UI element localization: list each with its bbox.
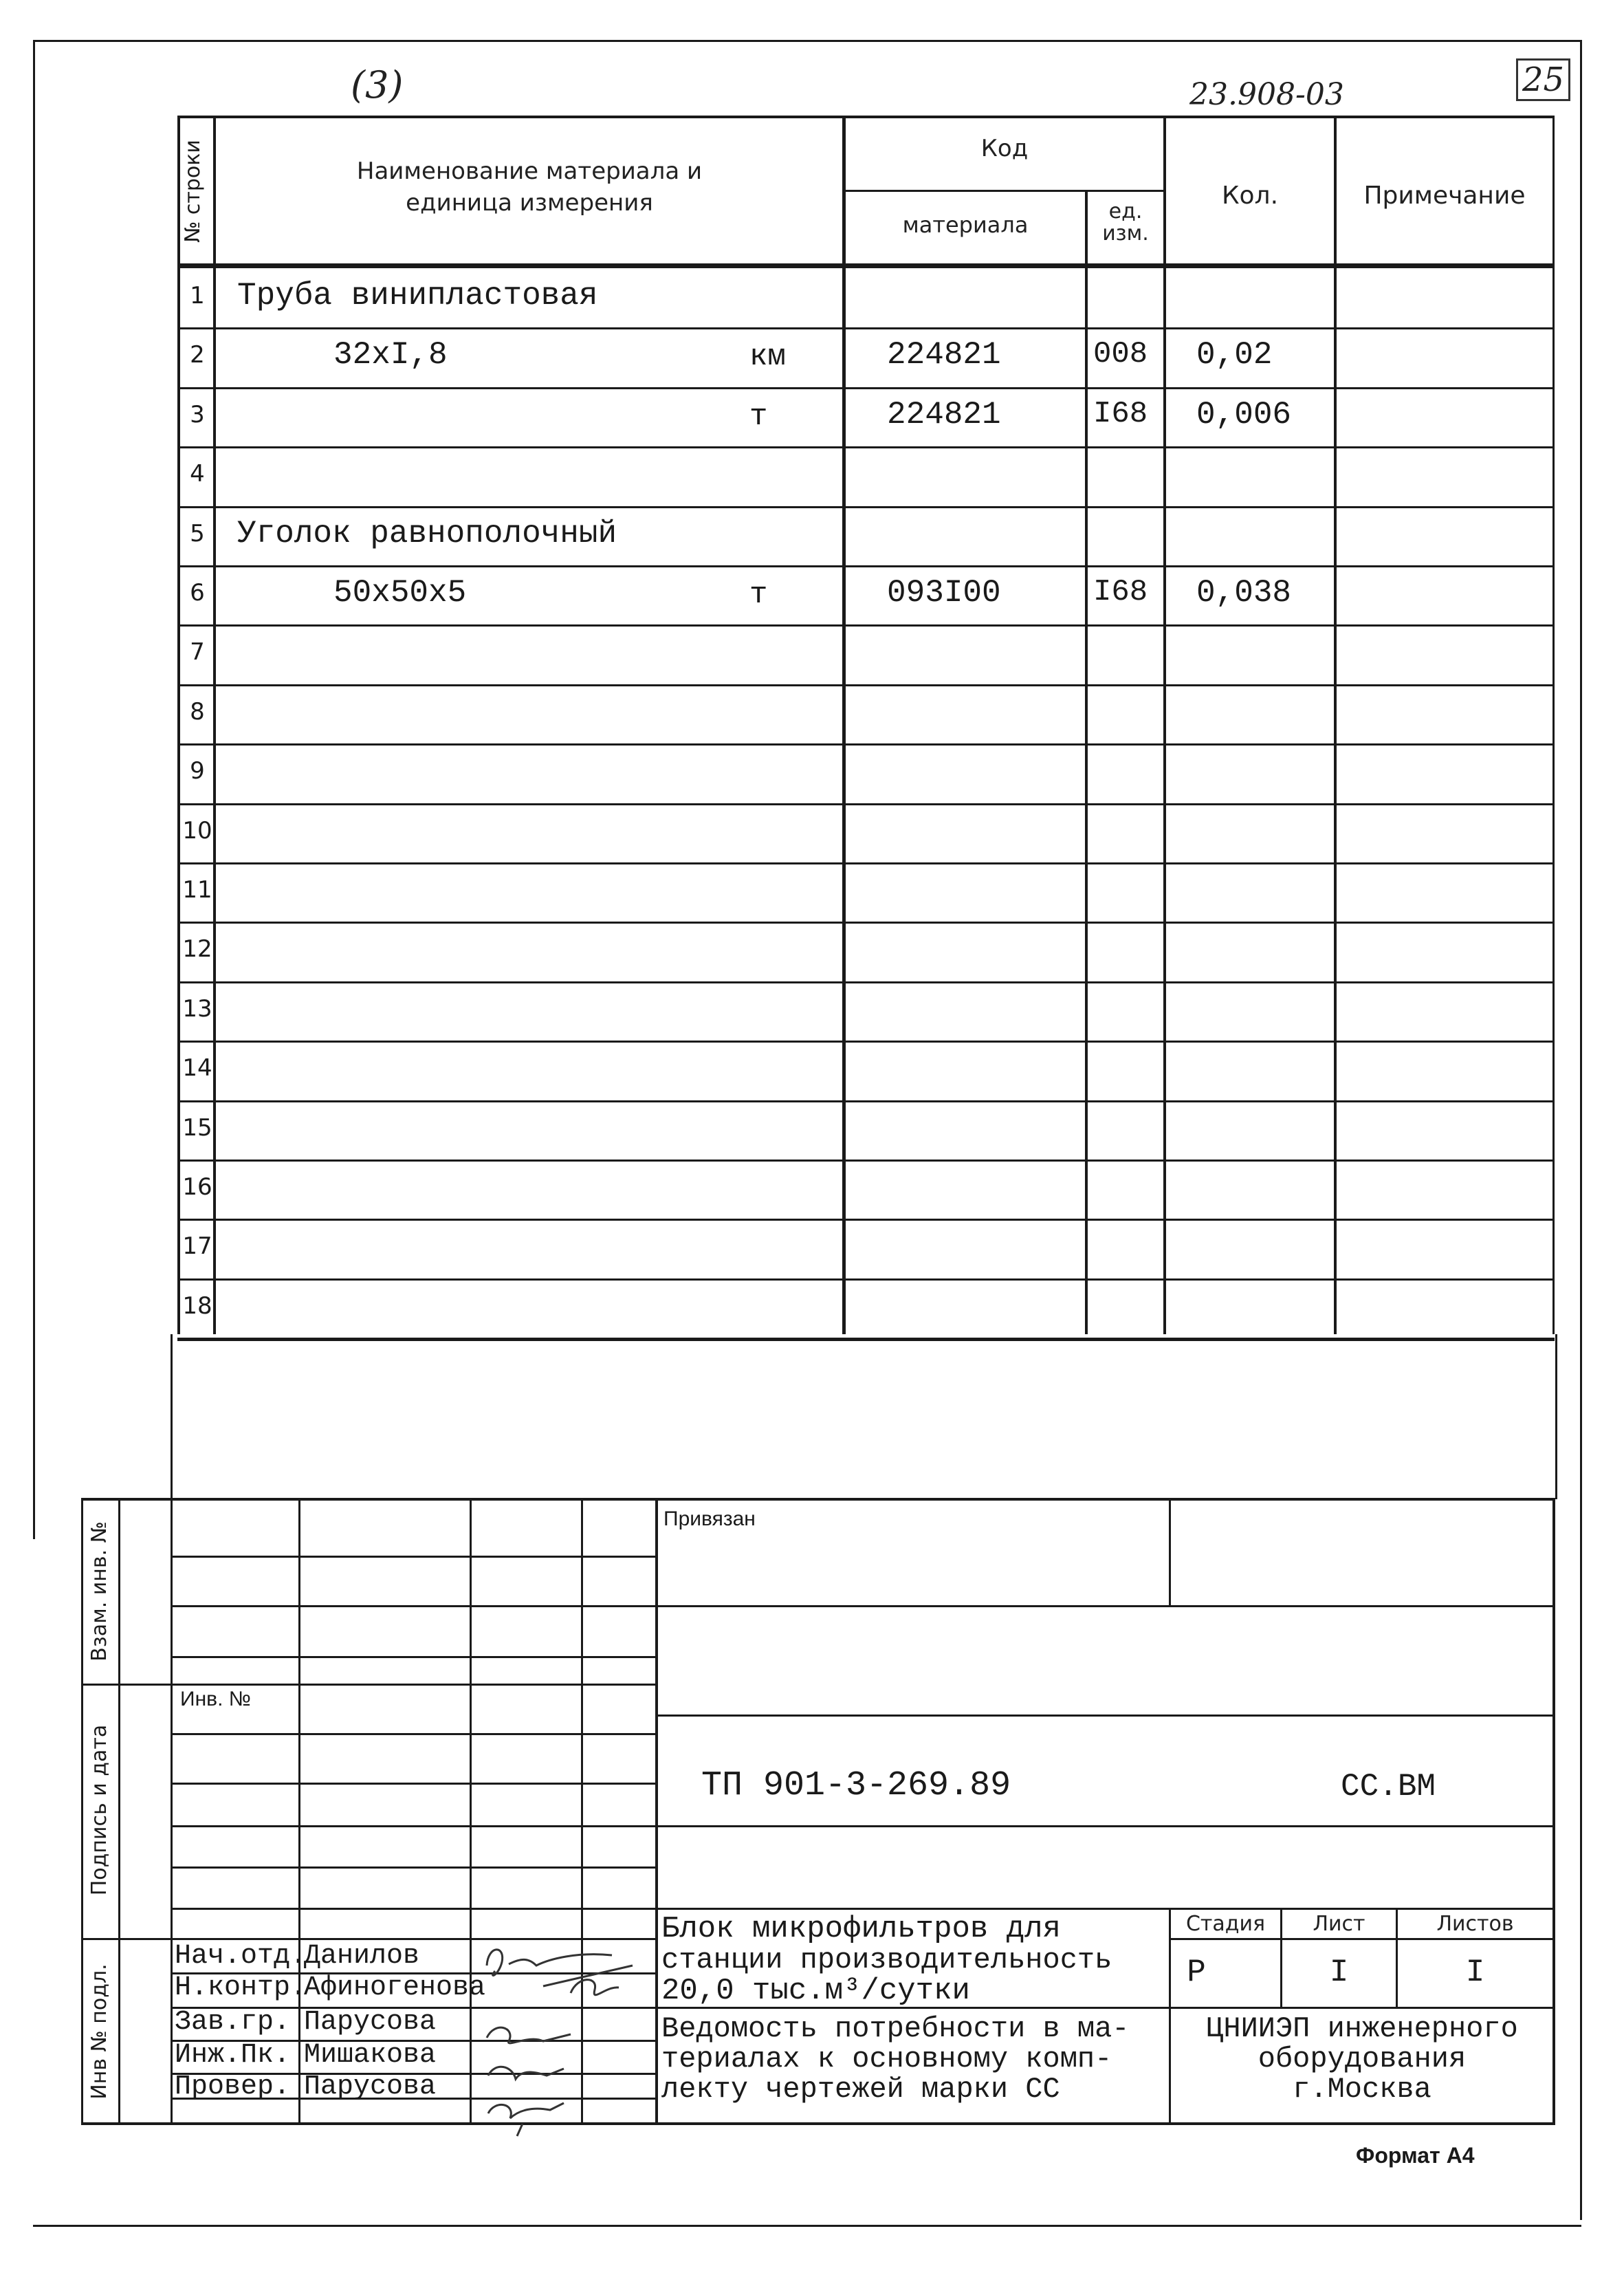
signature-5 (488, 2103, 564, 2136)
signatory-name: Мишакова (304, 2040, 437, 2071)
doc-title-line-1: Ведомость потребности в ма- (661, 2012, 1130, 2045)
material-name: Уголок равнополочный (237, 516, 617, 552)
col-code-header: Код (980, 135, 1029, 162)
material-name: 50x50x5 (333, 575, 467, 611)
stage-value: Р (1187, 1955, 1206, 1990)
signatory-role: Инж.Пк. (175, 2040, 291, 2071)
stage-label: Стадия (1185, 1912, 1266, 1936)
side-strip-left (81, 1499, 83, 2125)
row-number: 8 (190, 698, 205, 726)
signature-1 (487, 1950, 612, 1976)
tb-r-h4 (655, 1908, 1555, 1910)
format-label: Формат А4 (1356, 2143, 1475, 2168)
col-note-header: Примечание (1363, 182, 1526, 210)
row-number: 13 (182, 995, 212, 1023)
tb-top (81, 1498, 1555, 1501)
unit-code: I68 (1093, 397, 1148, 431)
tb-r-h1 (655, 1605, 1555, 1607)
row-number: 10 (182, 817, 212, 845)
material-code: 224821 (887, 397, 1001, 433)
doc-title-line-3: лекту чертежей марки СС (661, 2073, 1060, 2106)
sheet-value: I (1329, 1955, 1349, 1990)
table-code-sub (842, 190, 1165, 192)
table-row (0, 862, 1624, 922)
side-strip-inner (118, 1499, 120, 2125)
sheets-label: Листов (1436, 1912, 1514, 1936)
tb-r-h2 (655, 1715, 1555, 1717)
row-number: 4 (190, 460, 205, 488)
tb-left-row-line (171, 1684, 656, 1686)
table-row (0, 1278, 1624, 1338)
signatory-name: Парусова (304, 2007, 437, 2038)
table-row (0, 387, 1624, 446)
signatures-image (468, 1938, 674, 2137)
material-code: 224821 (887, 337, 1001, 373)
row-number: 16 (182, 1173, 212, 1201)
doc-mark: СС.ВМ (1341, 1769, 1436, 1805)
title-line-3: 20,0 тыс.м³/сутки (661, 1974, 970, 2008)
row-number: 3 (190, 401, 205, 428)
unit-code: I68 (1093, 575, 1148, 609)
tb-r-h3 (655, 1825, 1555, 1827)
tb-bottom (81, 2122, 1555, 2125)
tb-left-row-line (171, 1656, 656, 1658)
org-line-3: г.Москва (1293, 2073, 1431, 2106)
side-label-inv-podl: Инв № подл. (87, 1963, 111, 2100)
quantity: 0,038 (1196, 575, 1292, 611)
table-row (0, 506, 1624, 565)
table-row (0, 684, 1624, 743)
tb-left-row-line (171, 1733, 656, 1735)
table-row (0, 446, 1624, 505)
tb-left-row-line (171, 1605, 656, 1607)
signatory-role: Нач.отд. (175, 1941, 307, 1972)
unit: км (749, 340, 786, 374)
tb-left-row-line (171, 1866, 656, 1869)
row-number: 1 (190, 282, 205, 309)
table-row (0, 1219, 1624, 1278)
table-row-line (177, 1338, 1555, 1341)
signatory-name: Афиногенова (304, 1972, 486, 2003)
tb-left (171, 1498, 173, 2124)
row-number: 9 (190, 757, 205, 785)
table-row (0, 1100, 1624, 1160)
material-code: 093I00 (887, 575, 1001, 611)
sheet-mark: (3) (351, 63, 404, 107)
tb-r-h5 (1169, 1938, 1555, 1940)
frame-bottom (33, 2225, 1581, 2227)
col-row-no-header: № строки (181, 140, 205, 243)
title-line-2: станции производительность (661, 1944, 1112, 1977)
table-top (177, 116, 1555, 118)
frame-top (33, 40, 1580, 42)
signature-2 (543, 1966, 633, 1995)
org-line-1: ЦНИИЭП инженерного (1206, 2012, 1518, 2045)
tb-v1 (298, 1498, 300, 2124)
col-name-header: Наименование материала и единица измерения (356, 157, 703, 217)
table-row (0, 743, 1624, 803)
corner-number: 25 (1516, 58, 1570, 101)
table-row (0, 565, 1624, 624)
signature-3 (487, 2027, 571, 2043)
row-number: 17 (182, 1232, 212, 1260)
table-row (0, 922, 1624, 981)
tb-left-row-line (171, 1825, 656, 1827)
row-number: 11 (182, 876, 212, 904)
unit: т (749, 578, 768, 612)
table-row (0, 803, 1624, 862)
tb-left-row-line (171, 1556, 656, 1558)
signature-4 (488, 2067, 564, 2079)
table-row (0, 327, 1624, 387)
signatory-role: Н.контр. (175, 1972, 307, 2003)
row-number: 14 (182, 1054, 212, 1082)
doc-title-line-2: териалах к основному комп- (661, 2043, 1112, 2076)
sheet-label: Лист (1313, 1912, 1365, 1936)
row-number: 15 (182, 1114, 212, 1142)
col-code-material-header: материала (902, 212, 1029, 238)
org-line-2: оборудования (1258, 2043, 1467, 2076)
project-code: ТП 901-3-269.89 (701, 1766, 1011, 1805)
table-row (0, 1041, 1624, 1100)
row-number: 6 (190, 579, 205, 607)
side-label-vzam: Взам. инв. № (87, 1521, 111, 1662)
tb-left-row-line (171, 1908, 656, 1910)
table-row (0, 1160, 1624, 1219)
row-number: 2 (190, 341, 205, 369)
sheets-value: I (1465, 1955, 1485, 1990)
tb-left-row-line (171, 1783, 656, 1785)
material-name: 32xI,8 (333, 337, 448, 373)
side-label-podpis: Подпись и дата (87, 1724, 111, 1896)
title-line-1: Блок микрофильтров для (661, 1912, 1061, 1946)
mid-right (1555, 1334, 1557, 1499)
table-row (0, 268, 1624, 327)
privyazan-label: Привязан (663, 1507, 756, 1530)
signatory-role: Зав.гр. (175, 2007, 291, 2038)
quantity: 0,006 (1196, 397, 1292, 433)
table-row (0, 624, 1624, 684)
table-header-bottom (177, 263, 1555, 268)
table-row (0, 981, 1624, 1041)
tb-r-v-privyazan (1169, 1498, 1171, 1607)
material-name: Труба винипластовая (237, 278, 598, 314)
unit-code: 008 (1093, 337, 1148, 371)
unit: т (749, 400, 768, 434)
col-code-unit-header: ед. изм. (1102, 199, 1149, 246)
row-number: 5 (190, 520, 205, 547)
col-qty-header: Кол. (1221, 182, 1279, 210)
mid-left (171, 1334, 173, 1499)
signatory-role: Провер. (175, 2071, 291, 2102)
inv-no-label: Инв. № (180, 1688, 251, 1710)
row-number: 18 (182, 1292, 212, 1320)
signatory-name: Данилов (304, 1941, 420, 1972)
row-number: 12 (182, 935, 212, 963)
doc-number: 23.908-03 (1189, 77, 1344, 112)
signatory-name: Парусова (304, 2071, 437, 2102)
quantity: 0,02 (1196, 337, 1273, 373)
row-number: 7 (190, 638, 205, 666)
